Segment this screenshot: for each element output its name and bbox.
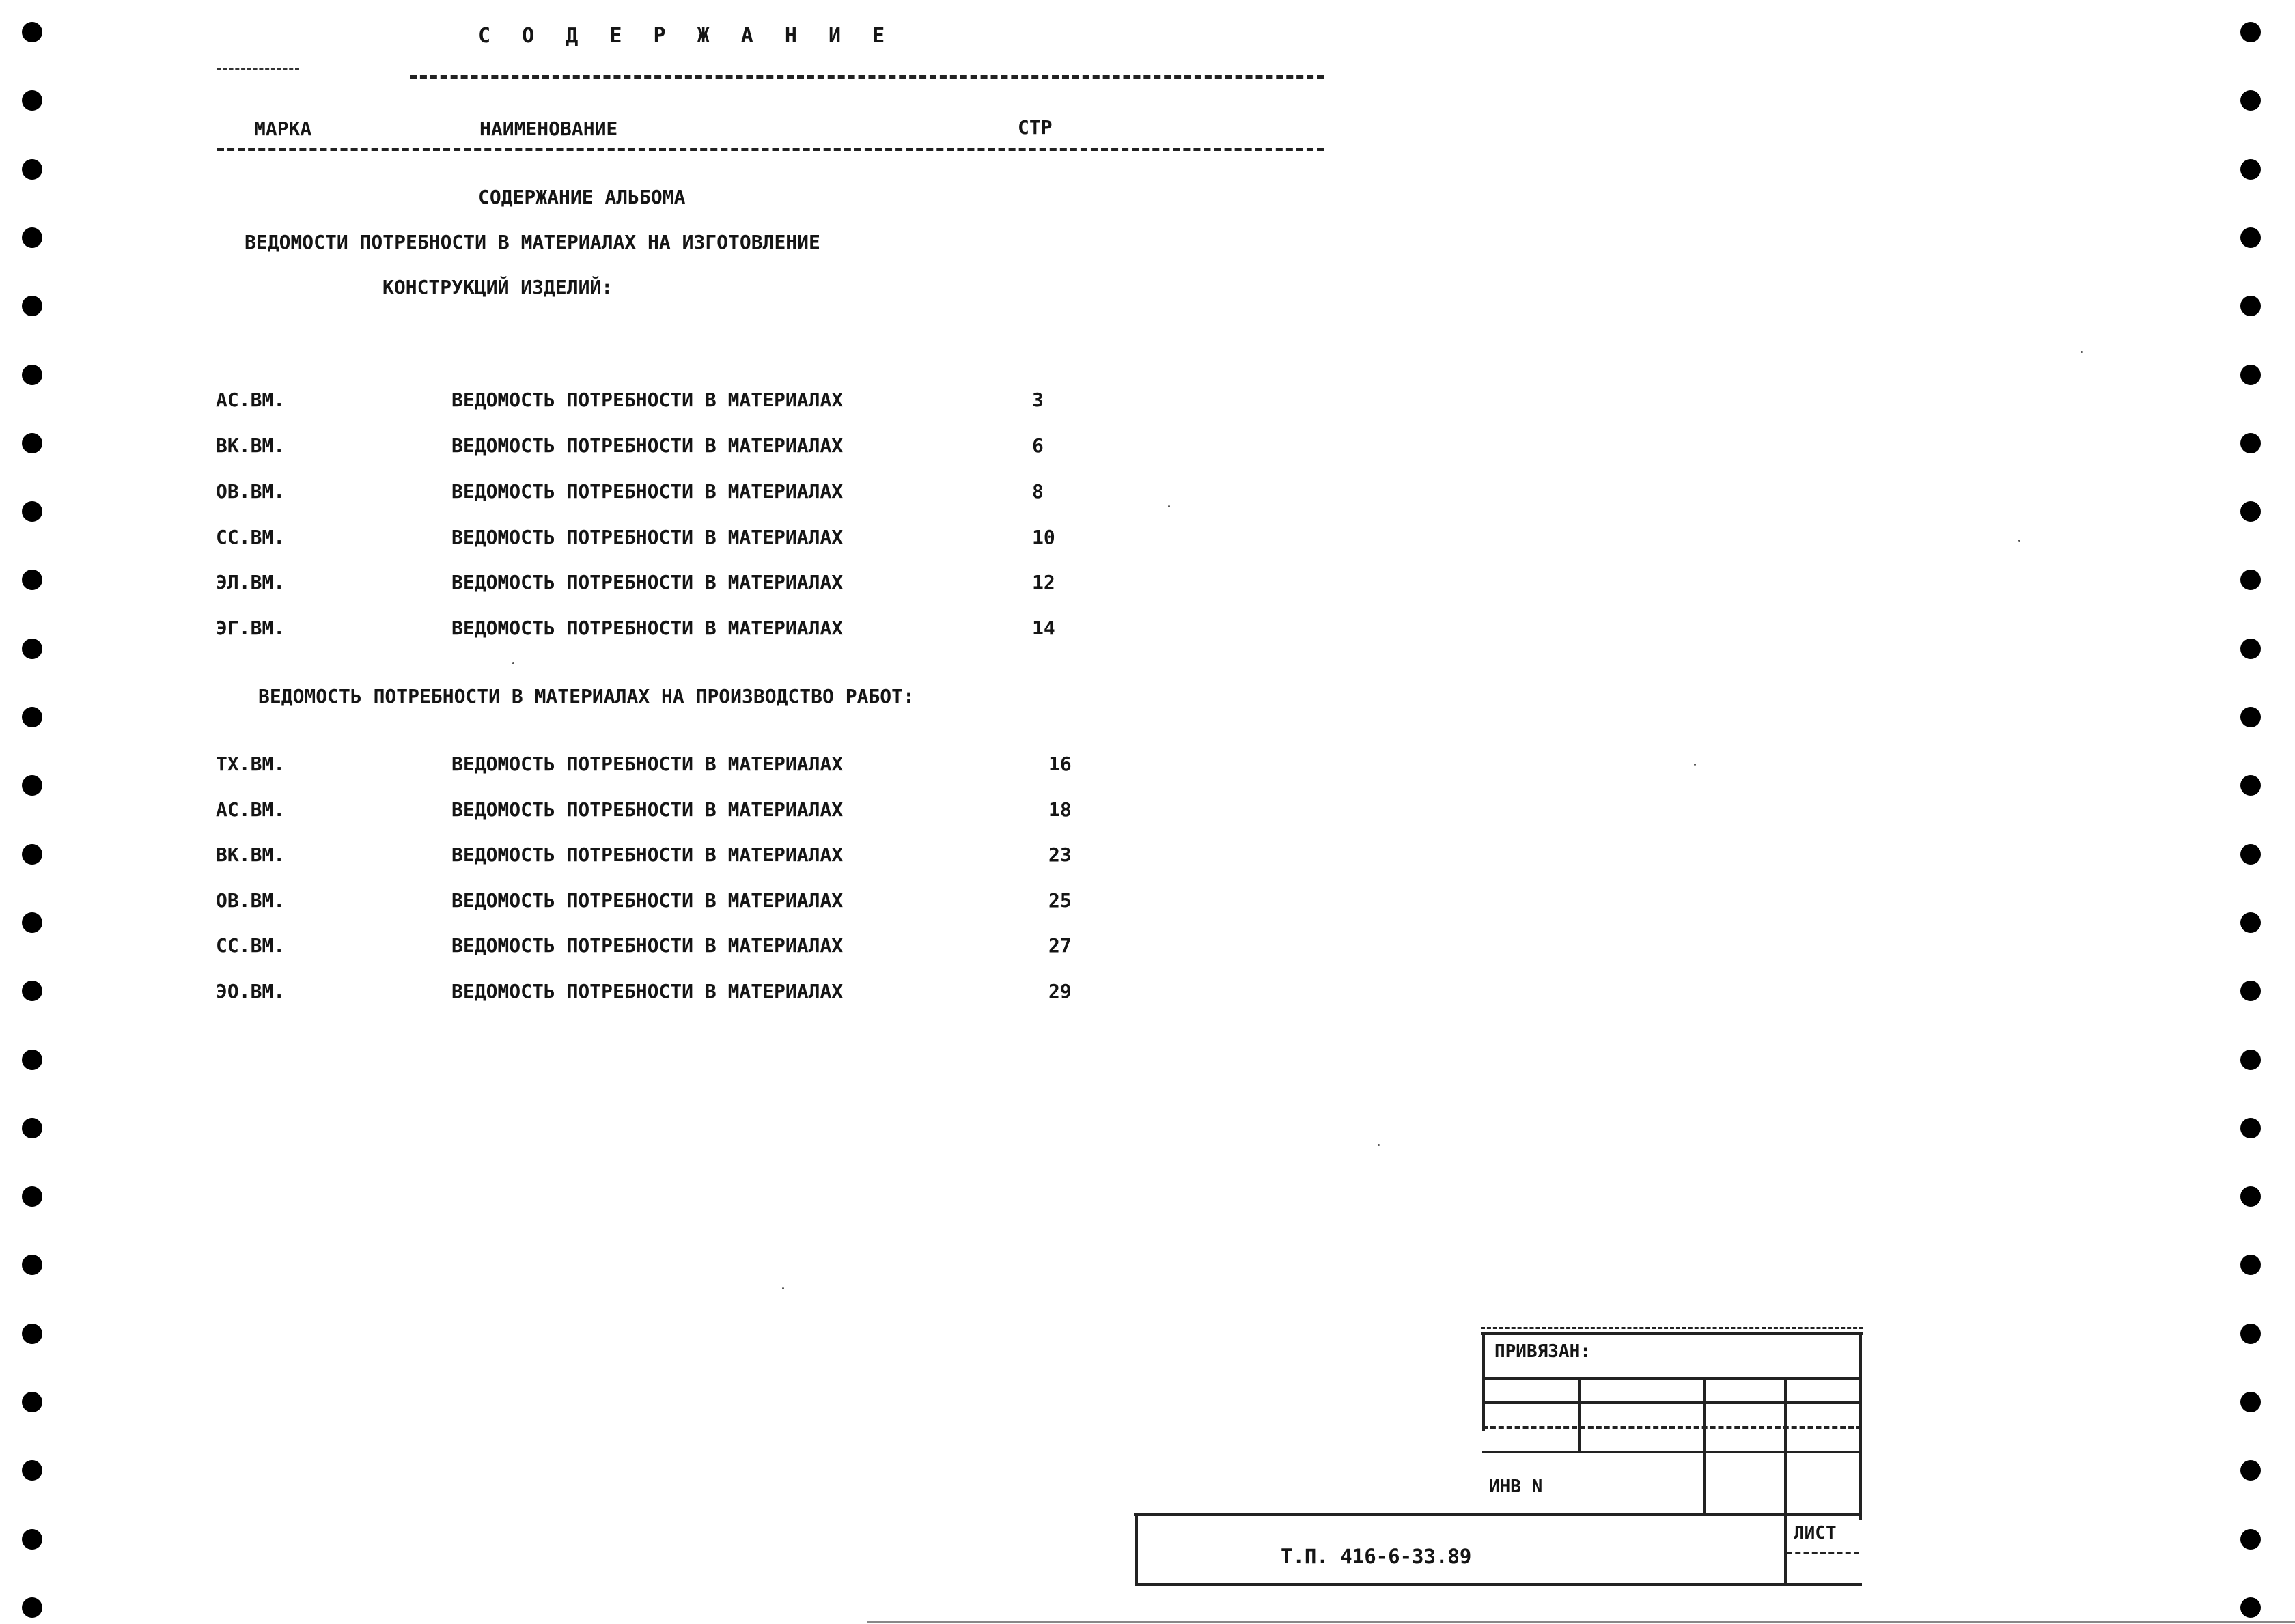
feed-hole xyxy=(22,433,42,453)
title-block-rule xyxy=(1135,1516,1138,1584)
row-code: АС.ВМ. xyxy=(216,389,286,411)
column-header-code: МАРКА xyxy=(254,117,312,140)
column-header-page: СТР xyxy=(1018,116,1053,139)
feed-hole xyxy=(2240,1460,2261,1481)
table-row xyxy=(216,889,1076,912)
feed-hole xyxy=(22,365,42,385)
feed-hole xyxy=(2240,90,2261,111)
print-speck xyxy=(2081,351,2083,353)
row-page: 3 xyxy=(1032,389,1044,411)
title-block-rule xyxy=(1784,1516,1787,1584)
feed-hole xyxy=(2240,1050,2261,1070)
sheet-label: ЛИСТ xyxy=(1794,1523,1837,1543)
table-row xyxy=(216,843,1076,867)
row-page: 16 xyxy=(1048,753,1072,775)
title-block-rule xyxy=(1481,1332,1863,1335)
row-page: 27 xyxy=(1048,934,1072,957)
print-speck xyxy=(512,662,514,664)
feed-hole xyxy=(22,1118,42,1138)
feed-hole xyxy=(22,707,42,727)
row-page: 10 xyxy=(1032,526,1055,548)
section1-heading-line1: ВЕДОМОСТИ ПОТРЕБНОСТИ В МАТЕРИАЛАХ НА ИЗГОТОВЛЕНИЕ xyxy=(245,231,820,253)
row-name: ВЕДОМОСТЬ ПОТРЕБНОСТИ В МАТЕРИАЛАХ xyxy=(451,617,844,639)
feed-hole xyxy=(22,1392,42,1412)
feed-hole xyxy=(22,22,42,42)
row-page: 18 xyxy=(1048,798,1072,821)
feed-hole xyxy=(2240,1597,2261,1618)
feed-hole xyxy=(2240,1255,2261,1275)
feed-hole xyxy=(2240,1118,2261,1138)
title-block-rule xyxy=(1482,1426,1862,1429)
document-number: Т.П. 416-6-33.89 xyxy=(1281,1545,1472,1568)
row-page: 6 xyxy=(1032,434,1044,457)
feed-hole xyxy=(22,639,42,659)
title-block-rule xyxy=(1482,1377,1862,1380)
feed-hole xyxy=(2240,912,2261,933)
row-page: 14 xyxy=(1032,617,1055,639)
row-name: ВЕДОМОСТЬ ПОТРЕБНОСТИ В МАТЕРИАЛАХ xyxy=(451,389,844,411)
title-block-rule xyxy=(1784,1377,1787,1513)
album-heading: СОДЕРЖАНИЕ АЛЬБОМА xyxy=(478,186,686,208)
title-block-rule xyxy=(1482,1401,1862,1404)
title-block-rule xyxy=(1134,1513,1862,1516)
row-name: ВЕДОМОСТЬ ПОТРЕБНОСТИ В МАТЕРИАЛАХ xyxy=(451,934,844,957)
row-name: ВЕДОМОСТЬ ПОТРЕБНОСТИ В МАТЕРИАЛАХ xyxy=(451,889,844,912)
feed-hole xyxy=(2240,1324,2261,1344)
row-page: 25 xyxy=(1048,889,1072,912)
row-name: ВЕДОМОСТЬ ПОТРЕБНОСТИ В МАТЕРИАЛАХ xyxy=(451,753,844,775)
table-row xyxy=(216,526,1076,549)
feed-hole xyxy=(22,912,42,933)
row-page: 8 xyxy=(1032,480,1044,503)
row-code: ОВ.ВМ. xyxy=(216,480,286,503)
row-page: 29 xyxy=(1048,980,1072,1003)
print-speck xyxy=(1168,505,1170,507)
page-bottom-edge xyxy=(867,1621,2295,1623)
feed-hole xyxy=(2240,844,2261,865)
feed-hole xyxy=(2240,1186,2261,1207)
title-block-rule xyxy=(1578,1377,1581,1451)
page-title: С О Д Е Р Ж А Н И Е xyxy=(478,24,895,48)
feed-hole xyxy=(2240,159,2261,180)
table-row xyxy=(216,389,1076,412)
feed-hole xyxy=(2240,365,2261,385)
inv-label: ИНВ N xyxy=(1489,1476,1543,1497)
feed-hole xyxy=(22,159,42,180)
title-block-top-rule xyxy=(1481,1327,1863,1329)
feed-hole xyxy=(2240,433,2261,453)
feed-hole xyxy=(2240,707,2261,727)
feed-hole xyxy=(22,1050,42,1070)
feed-hole xyxy=(2240,296,2261,316)
row-code: ВК.ВМ. xyxy=(216,434,286,457)
title-block-rule xyxy=(1482,1451,1862,1453)
title-block-rule xyxy=(1787,1552,1859,1554)
feed-hole xyxy=(22,981,42,1001)
feed-hole xyxy=(22,1186,42,1207)
print-speck xyxy=(1694,764,1696,766)
feed-hole xyxy=(22,1597,42,1618)
header-top-rule xyxy=(410,75,1324,79)
row-code: ЭО.ВМ. xyxy=(216,980,286,1003)
row-code: ОВ.ВМ. xyxy=(216,889,286,912)
feed-hole xyxy=(22,1255,42,1275)
row-code: ЭГ.ВМ. xyxy=(216,617,286,639)
feed-hole xyxy=(22,90,42,111)
feed-hole xyxy=(2240,570,2261,590)
feed-hole xyxy=(2240,1529,2261,1550)
table-row xyxy=(216,434,1076,458)
title-block-rule xyxy=(1135,1583,1862,1586)
table-row xyxy=(216,798,1076,822)
feed-hole xyxy=(2240,775,2261,796)
row-name: ВЕДОМОСТЬ ПОТРЕБНОСТИ В МАТЕРИАЛАХ xyxy=(451,980,844,1003)
row-code: СС.ВМ. xyxy=(216,526,286,548)
header-top-rule-left xyxy=(217,68,299,70)
print-speck xyxy=(1378,1144,1380,1146)
title-block-rule xyxy=(1482,1335,1485,1431)
table-row xyxy=(216,480,1076,503)
feed-hole xyxy=(2240,639,2261,659)
feed-hole xyxy=(22,775,42,796)
row-name: ВЕДОМОСТЬ ПОТРЕБНОСТИ В МАТЕРИАЛАХ xyxy=(451,843,844,866)
table-row xyxy=(216,617,1076,640)
title-block-rule xyxy=(1703,1377,1706,1513)
feed-hole xyxy=(22,570,42,590)
row-code: ЭЛ.ВМ. xyxy=(216,571,286,593)
feed-hole xyxy=(22,227,42,248)
row-code: ТХ.ВМ. xyxy=(216,753,286,775)
column-header-name: НАИМЕНОВАНИЕ xyxy=(479,117,618,140)
table-row xyxy=(216,980,1076,1003)
feed-hole xyxy=(22,1324,42,1344)
section2-heading: ВЕДОМОСТЬ ПОТРЕБНОСТИ В МАТЕРИАЛАХ НА ПРОИЗВОДСТВО РАБОТ: xyxy=(258,685,915,708)
table-row xyxy=(216,753,1076,776)
feed-hole xyxy=(22,501,42,522)
row-name: ВЕДОМОСТЬ ПОТРЕБНОСТИ В МАТЕРИАЛАХ xyxy=(451,480,844,503)
feed-hole xyxy=(2240,501,2261,522)
header-bottom-rule xyxy=(217,148,1324,151)
row-name: ВЕДОМОСТЬ ПОТРЕБНОСТИ В МАТЕРИАЛАХ xyxy=(451,571,844,593)
row-code: ВК.ВМ. xyxy=(216,843,286,866)
feed-hole xyxy=(22,1529,42,1550)
row-page: 12 xyxy=(1032,571,1055,593)
section1-heading-line2: КОНСТРУКЦИЙ ИЗДЕЛИЙ: xyxy=(382,276,613,298)
feed-hole xyxy=(22,844,42,865)
feed-hole xyxy=(2240,981,2261,1001)
row-page: 23 xyxy=(1048,843,1072,866)
row-code: АС.ВМ. xyxy=(216,798,286,821)
feed-hole xyxy=(22,296,42,316)
print-speck xyxy=(782,1287,784,1289)
row-name: ВЕДОМОСТЬ ПОТРЕБНОСТИ В МАТЕРИАЛАХ xyxy=(451,798,844,821)
bound-label: ПРИВЯЗАН: xyxy=(1494,1341,1591,1362)
print-speck xyxy=(2018,540,2020,542)
feed-hole xyxy=(2240,227,2261,248)
feed-hole xyxy=(2240,1392,2261,1412)
table-row xyxy=(216,934,1076,957)
row-name: ВЕДОМОСТЬ ПОТРЕБНОСТИ В МАТЕРИАЛАХ xyxy=(451,434,844,457)
row-code: СС.ВМ. xyxy=(216,934,286,957)
feed-hole xyxy=(2240,22,2261,42)
row-name: ВЕДОМОСТЬ ПОТРЕБНОСТИ В МАТЕРИАЛАХ xyxy=(451,526,844,548)
feed-hole xyxy=(22,1460,42,1481)
table-row xyxy=(216,571,1076,594)
